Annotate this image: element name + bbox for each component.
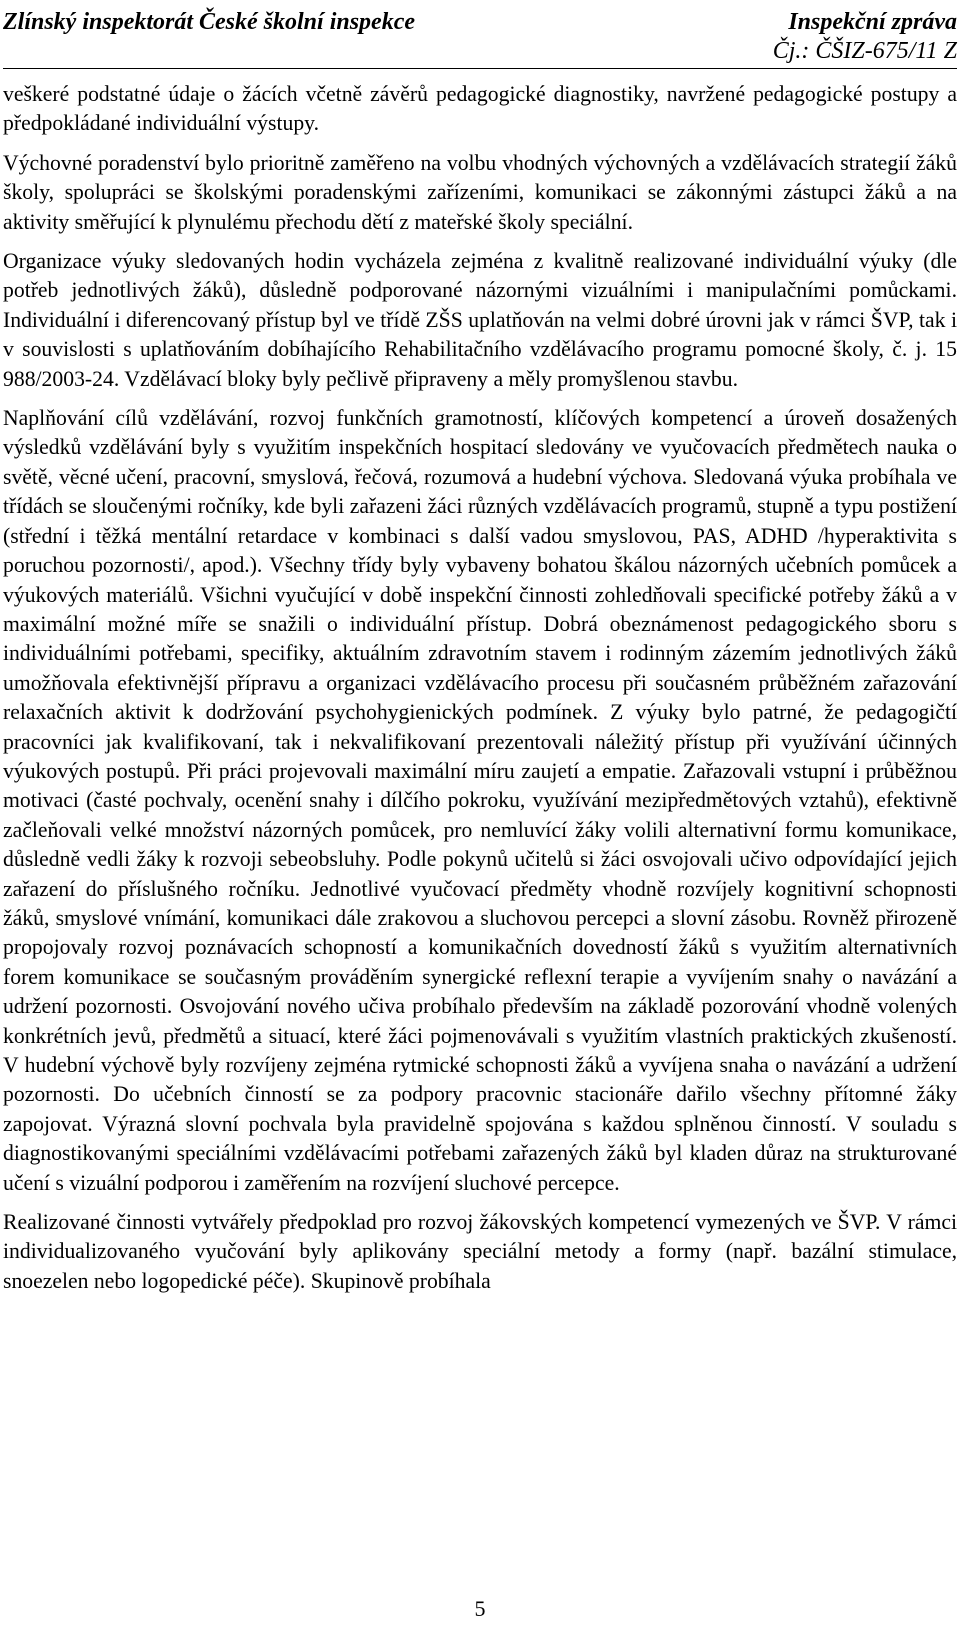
paragraph-lesson-organization: Organizace výuky sledovaných hodin vycházela zejména z kvalitně realizované individuální výuky (dle potřeb jednotlivých žáků), důsledně podporované názornými vizuálními i manipulačními pomůckami. Individuální i diferencovaný přístup byl ve třídě ZŠS uplatňován na velmi dobré úrovni jak v rámci ŠVP, tak i v souvislosti s uplatňováním dobíhajícího Rehabilitačního vzdělávacího programu pomocné školy, č. j. 15 988/2003-24. Vzdělávací bloky byly pečlivě připraveny a měly promyšlenou stavbu. (3, 249, 957, 391)
paragraph-activities: Realizované činnosti vytvářely předpoklad pro rozvoj žákovských kompetencí vymezených ve ŠVP. V rámci individualizovaného vyučování byly aplikovány speciální metody a formy (např. bazální stimulace, snoezelen nebo logopedické péče). Skupinově probíhala (3, 1210, 957, 1293)
header-reference-number: Čj.: ČŠIZ-675/11 Z (772, 38, 957, 64)
document-body (3, 80, 957, 1306)
document-page (3, 0, 957, 1637)
paragraph-diagnostics: veškeré podstatné údaje o žácích včetně závěrů pedagogické diagnostiky, navržené pedagogické postupy a předpokládané individuální výstupy. (3, 82, 957, 136)
header-report-title: Inspekční zpráva (788, 9, 957, 35)
page-number: 5 (474, 1596, 486, 1621)
header-organization: Zlínský inspektorát České školní inspekce (3, 9, 416, 35)
page-header (3, 4, 957, 69)
paragraph-counselling: Výchovné poradenství bylo prioritně zaměřeno na volbu vhodných výchovných a vzdělávacích strategií žáků školy, spolupráci se školskými poradenskými zařízeními, komunikaci se zákonnými zástupci žáků a na aktivity směřující k plynulému přechodu dětí z mateřské školy speciální. (3, 150, 957, 234)
header-right (773, 8, 957, 66)
paragraph-education-goals: Naplňování cílů vzdělávání, rozvoj funkčních gramotností, klíčových kompetencí a úroveň dosažených výsledků vzdělávání byly s využitím inspekčních hospitací sledovány ve vyučovacích předmětech nauka o světě, věcné učení, pracovní, smyslová, řečová, rozumová a hudební výchova. Sledovaná výuka probíhala ve třídách se sloučenými ročníky, kde byli zařazeni žáci různých vzdělávacích programů, stupně a typu postižení (střední i těžká mentální retardace v kombinaci s další vadou smyslovou, PAS, ADHD /hyperaktivita s poruchou pozornosti/, apod.). Všechny třídy byly vybaveny bohatou škálou názorných učebních pomůcek a výukových materiálů. Všichni vyučující v době inspekční činnosti zohledňovali specifické potřeby žáků a v maximální možné míře se snažili o individuální přístup. Dobrá obeznámenost pedagogického sboru s individuálními potřebami, specifiky, aktuálním zdravotním stavem i rodinným zázemím jednotlivých žáků umožňovala efektivnější přípravu a organizaci vzdělávacího procesu při současném průběžném zařazování relaxačních aktivit k dodržování psychohygienických podmínek. Z výuky bylo patrné, že pedagogičtí pracovníci jak kvalifikovaní, tak i nekvalifikovaní prezentovali náležitý přístup při využívání účinných výukových postupů. Při práci projevovali maximální míru zaujetí a empatie. Zařazovali vstupní i průběžnou motivaci (časté pochvaly, ocenění snahy i dílčího pokroku, využívání mezipředmětových vztahů), efektivně začleňovali velké množství názorných pomůcek, pro nemluvící žáky volili alternativní formu komunikace, důsledně vedli žáky k rozvoji sebeobsluhy. Podle pokynů učitelů si žáci osvojovali učivo odpovídající jejich zařazení do příslušného ročníku. Jednotlivé vyučovací předměty vhodně rozvíjely kognitivní schopnosti žáků, smyslové vnímání, komunikaci dále zrakovou a sluchovou percepci a slovní zásobu. Rovněž přirozeně propojovaly rozvoj poznávacích schopností a komunikačních dovedností žáků s využitím alternativních forem komunikace se současným prováděním synergické reflexní terapie a vyvíjením snahy o navázání a udržení pozornosti. Osvojování nového učiva probíhalo především na základě pozorování vhodně volených konkrétních jevů, předmětů a situací, které žáci pojmenovávali s využitím vlastních praktických zkušeností. V hudební výchově byly rozvíjeny zejména rytmické schopnosti žáků a vyvíjena snaha o navázání a udržení pozornosti. Do učebních činností se za podpory pracovnic stacionáře dařilo všechny přítomné žáky zapojovat. Výrazná slovní pochvala byla pravidelně spojována s každou splněnou činností. V souladu s diagnostikovanými speciálními vzdělávacími potřebami zařazených žáků byl kladen důraz na strukturované učení s vizuální podporou i zaměřením na rozvíjení sluchové percepce. (3, 406, 957, 1195)
